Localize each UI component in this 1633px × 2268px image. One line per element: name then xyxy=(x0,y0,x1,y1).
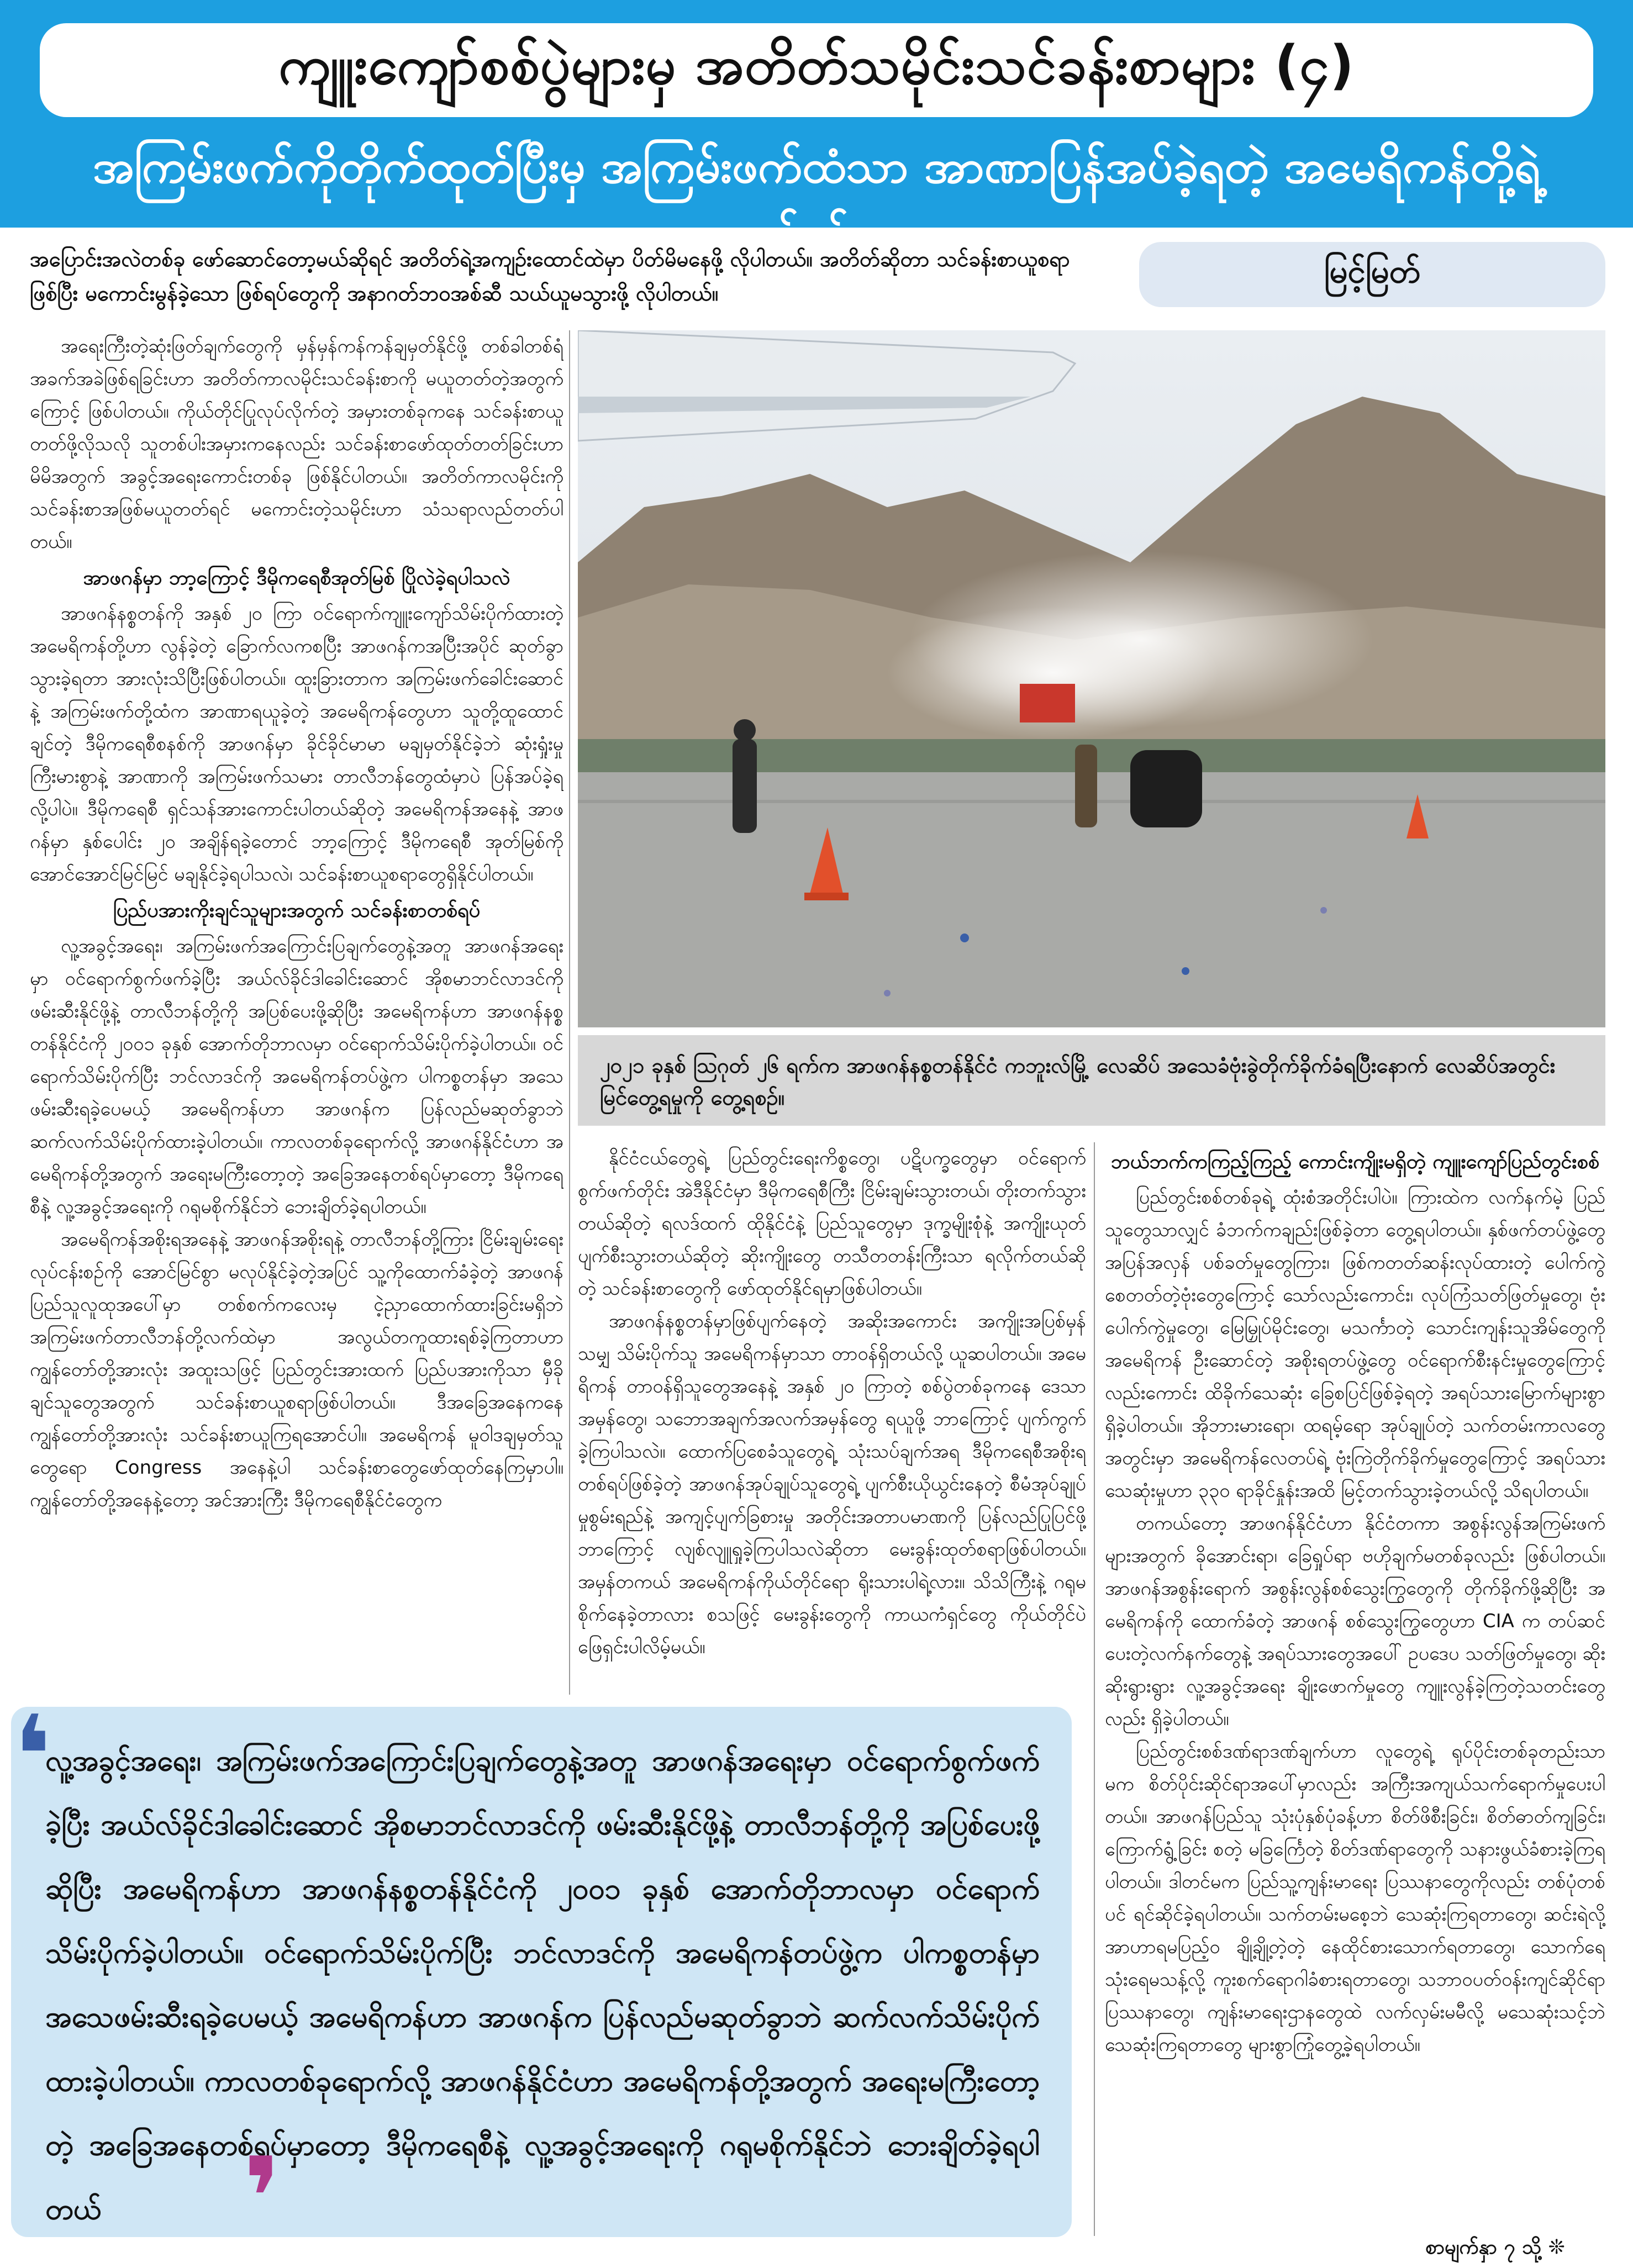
author-box xyxy=(1139,242,1605,307)
col1-heading-1: အာဖဂန်မှာ ဘာ့ကြောင့် ဒီမိုကရေစီအုတ်မြစ် ပြိုလဲခဲ့ရပါသလဲ xyxy=(83,567,510,589)
column-divider-2 xyxy=(1094,1142,1095,2236)
news-photo xyxy=(578,330,1605,1027)
continued-note: စာမျက်နှာ ၇ သို့ ❊ xyxy=(1425,2236,1565,2259)
col1-heading-2: ပြည်ပအားကိုးချင်သူများအတွက် သင်ခန်းစာတစ်ရပ် xyxy=(113,899,481,922)
open-quote-icon: ❛ xyxy=(13,1692,52,1821)
column-left xyxy=(30,330,563,1695)
airport-scene-illustration xyxy=(578,330,1605,1027)
col2-paragraph-2: အာဖဂန်နစ္စတန်မှာဖြစ်ပျက်နေတဲ့ အဆိုးအကောင်း အကျိုးအပြစ်မှန်သမျှ သိမ်းပိုက်သူ အမေရိကန်မှာသာ တာဝန်ရှိတယ်လို့ ယူဆပါတယ်။ အမေရိကန် တာဝန်ရှိသူတွေအနေနဲ့ အနှစ် ၂၀ ကြာတဲ့ စစ်ပွဲတစ်ခုကနေ ဒေသာအမှန်တွေ၊ သဘောအချက်အလက်အမှန်တွေ ရယူဖို့ ဘာကြောင့် ပျက်ကွက်ခဲ့ကြပါသလဲ။ ထောက်ပြစေခံသူတွေရဲ့ သုံးသပ်ချက်အရ ဒီမိုကရေစီအစိုးရတစ်ရပ်ဖြစ်ခဲ့တဲ့ အာဖဂန်အုပ်ချုပ်သူတွေရဲ့ ပျက်စီးယိုယွင်းနေတဲ့ စီမံအုပ်ချုပ်မှုစွမ်းရည်နဲ့ အကျင့်ပျက်ခြစားမှု အတိုင်းအတာပမာဏကို ပြန်လည်ပြုပြင်ဖို့ ဘာကြောင့် လျစ်လျူရှုခဲ့ကြပါသလဲဆိုတာ မေးခွန်းထုတ်စရာဖြစ်ပါတယ်။ အမှန်တကယ် အမေရိကန်ကိုယ်တိုင်ရော ရိုးသားပါရဲ့လား။ သိသိကြီးနဲ့ ဂရုမစိုက်နေခဲ့တာလား စသဖြင့် မေးခွန်းတွေကို ကာယကံရှင်တွေ ကိုယ်တိုင်ပဲ ဖြေရှင်းပါလိမ့်မယ်။ xyxy=(578,1310,1086,1658)
pull-quote xyxy=(11,1692,1072,2262)
col1-paragraph-2: အာဖဂန်နစ္စတန်ကို အနှစ် ၂၀ ကြာ ဝင်ရောက်ကျူးကျော်သိမ်းပိုက်ထားတဲ့ အမေရိကန်တို့ဟာ လွန်ခဲ့တဲ့ ခြောက်လကစပြီး အာဖဂန်ကအပြီးအပိုင် ဆုတ်ခွာသွားခဲ့ရတာ အားလုံးသိပြီးဖြစ်ပါတယ်။ ထူးခြားတာက အကြမ်းဖက်ခေါင်းဆောင်နဲ့ အကြမ်းဖက်တို့ထံက အာဏာရယူခဲ့တဲ့ အမေရိကန်တွေဟာ သူတို့ထူထောင်ချင်တဲ့ ဒီမိုကရေစီစနစ်ကို အာဖဂန်မှာ ခိုင်ခိုင်မာမာ မချမှတ်နိုင်ခဲ့ဘဲ ဆုံးရှုံးမှုကြီးမားစွာနဲ့ အာဏာကို အကြမ်းဖက်သမား တာလီဘန်တွေထံမှာပဲ ပြန်အပ်ခဲ့ရလို့ပါပဲ။ ဒီမိုကရေစီ ရှင်သန်အားကောင်းပါတယ်ဆိုတဲ့ အမေရိကန်အနေနဲ့ အာဖဂန်မှာ နှစ်ပေါင်း ၂၀ အချိန်ရခဲ့တောင် ဘာ့ကြောင့် ဒီမိုကရေစီ အုတ်မြစ်ကို အောင်အောင်မြင်မြင် မချနိုင်ခဲ့ရပါသလဲ၊ သင်ခန်းစာယူစရာတွေရှိနိုင်ပါတယ်။ xyxy=(30,603,563,885)
pull-quote-text: လူ့အခွင့်အရေး၊ အကြမ်းဖက်အကြောင်းပြချက်တွေနဲ့အတူ အာဖဂန်အရေးမှာ ဝင်ရောက်စွက်ဖက်ခဲ့ပြီး အယ်လ်ခိုင်ဒါခေါင်းဆောင် အိုစမာဘင်လာဒင်ကို ဖမ်းဆီးနိုင်ဖို့နဲ့ တာလီဘန်တို့ကို အပြစ်ပေးဖို့ဆိုပြီး အမေရိကန်ဟာ အာဖဂန်နစ္စတန်နိုင်ငံကို ၂၀၀၁ ခုနှစ် အောက်တိုဘာလမှာ ဝင်ရောက်သိမ်းပိုက်ခဲ့ပါတယ်။ ဝင်ရောက်သိမ်းပိုက်ပြီး ဘင်လာဒင်ကို အမေရိကန်တပ်ဖွဲ့က ပါကစ္စတန်မှာ အသေဖမ်းဆီးရခဲ့ပေမယ့် အမေရိကန်ဟာ အာဖဂန်က ပြန်လည်မဆုတ်ခွာဘဲ ဆက်လက်သိမ်းပိုက်ထားခဲ့ပါတယ်။ ကာလတစ်ခုရောက်လို့ အာဖဂန်နိုင်ငံဟာ အမေရိကန်တို့အတွက် အရေးမကြီးတော့တဲ့ အခြေအနေတစ်ရပ်မှာတော့ ဒီမိုကရေစီနဲ့ လူ့အခွင့်အရေးကို ဂရုမစိုက်နိုင်ဘဲ ဘေးချိတ်ခဲ့ရပါတယ် xyxy=(45,1744,1040,2226)
lead-paragraph: အပြောင်းအလဲတစ်ခု ဖော်ဆောင်တော့မယ်ဆိုရင် အတိတ်ရဲ့အကျဉ်းထောင်ထဲမှာ ပိတ်မိမနေဖို့ လိုပါတယ်။ အတိတ်ဆိုတာ သင်ခန်းစာယူစရာဖြစ်ပြီး မကောင်းမွန်ခဲ့သော ဖြစ်ရပ်တွေကို အနာဂတ်ဘဝအစ်ဆီ သယ်ယူမသွားဖို့ လိုပါတယ်။ xyxy=(30,247,1070,305)
col1-paragraph-3: လူ့အခွင့်အရေး၊ အကြမ်းဖက်အကြောင်းပြချက်တွေနဲ့အတူ အာဖဂန်အရေးမှာ ဝင်ရောက်စွက်ဖက်ခဲ့ပြီး အယ်လ်ခိုင်ဒါခေါင်းဆောင် အိုစမာဘင်လာဒင်ကို ဖမ်းဆီးနိုင်ဖို့နဲ့ တာလီဘန်တို့ကို အပြစ်ပေးဖို့ဆိုပြီး အမေရိကန်ဟာ အာဖဂန်နစ္စတန်နိုင်ငံကို ၂၀၀၁ ခုနှစ် အောက်တိုဘာလမှာ ဝင်ရောက်သိမ်းပိုက်ခဲ့ပါတယ်။ ဝင်ရောက်သိမ်းပိုက်ပြီး ဘင်လာဒင်ကို အမေရိကန်တပ်ဖွဲ့က ပါကစ္စတန်မှာ အသေဖမ်းဆီးရခဲ့ပေမယ့် အမေရိကန်ဟာ အာဖဂန်က ပြန်လည်မဆုတ်ခွာဘဲ ဆက်လက်သိမ်းပိုက်ထားခဲ့ပါတယ်။ ကာလတစ်ခုရောက်လို့ အာဖဂန်နိုင်ငံဟာ အမေရိကန်တို့အတွက် အရေးမကြီးတော့တဲ့ အခြေအနေတစ်ရပ်မှာတော့ ဒီမိုကရေစီနဲ့ လူ့အခွင့်အရေးကို ဂရုမစိုက်နိုင်ဘဲ ဘေးချိတ်ခဲ့ရပါတယ်။ xyxy=(30,935,563,1218)
page-title: ကျူးကျော်စစ်ပွဲများမှ အတိတ်သမိုင်းသင်ခန်းစာများ (၄) xyxy=(278,34,1355,96)
col3-paragraph-3: ပြည်တွင်းစစ်ဒဏ်ရာဒဏ်ချက်ဟာ လူတွေရဲ့ ရုပ်ပိုင်းတစ်ခုတည်းသာမက စိတ်ပိုင်းဆိုင်ရာအပေါ်မှာလည်း အကြီးအကျယ်သက်ရောက်မှုပေးပါတယ်။ အာဖဂန်ပြည်သူ သုံးပုံနှစ်ပုံခန့်ဟာ စိတ်ဖိစီးခြင်း၊ စိတ်ဓာတ်ကျခြင်း၊ ကြောက်ရွံ့ခြင်း စတဲ့ မခြင်္ကြေတဲ့ စိတ်ဒဏ်ရာတွေကို သနားဖွယ်ခံစားခဲ့ကြရပါတယ်။ ဒါတင်မက ပြည်သူ့ကျန်းမာရေး ပြဿနာတွေကိုလည်း တစ်ပုံတစ်ပင် ရင်ဆိုင်ခဲ့ရပါတယ်။ သက်တမ်းမစေ့ဘဲ သေဆုံးကြရတာတွေ၊ ဆင်းရဲလို့ အာဟာရမပြည့်ဝ ချို့ချို့တဲ့တဲ့ နေထိုင်စားသောက်ရတာတွေ၊ သောက်ရေသုံးရေမသန့်လို့ ကူးစက်ရောဂါခံစားရတာတွေ၊ သဘာဝပတ်ဝန်းကျင်ဆိုင်ရာပြဿနာတွေ၊ ကျန်းမာရေးဌာနတွေထဲ လက်လှမ်းမမီလို့ မသေဆုံးသင့်ဘဲ သေဆုံးကြရတာတွေ များစွာကြုံတွေ့ခဲ့ရပါတယ်။ xyxy=(1105,1740,1605,2056)
col1-paragraph-4: အမေရိကန်အစိုးရအနေနဲ့ အာဖဂန်အစိုးရနဲ့ တာလီဘန်တို့ကြား ငြိမ်းချမ်းရေးလုပ်ငန်းစဉ်ကို အောင်မြင်စွာ မလုပ်နိုင်ခဲ့တဲ့အပြင် သူ့ကိုထောက်ခံခဲ့တဲ့ အာဖဂန်ပြည်သူလူထုအပေါ်မှာ တစ်စက်ကလေးမှ ငဲ့ညှာထောက်ထားခြင်းမရှိဘဲ အကြမ်းဖက်တာလီဘန်တို့လက်ထဲမှာ အလွယ်တကူထားရစ်ခဲ့ကြတာဟာ ကျွန်တော်တို့အားလုံး အထူးသဖြင့် ပြည်တွင်းအားထက် ပြည်ပအားကိုသာ မှီခိုချင်သူတွေအတွက် သင်ခန်းစာယူစရာဖြစ်ပါတယ်။ ဒီအခြေအနေကနေ ကျွန်တော်တို့အားလုံး သင်ခန်းစာယူကြရအောင်ပါ။ အမေရိကန် မူဝါဒချမှတ်သူတွေရော Congress အနေနဲ့ပါ သင်ခန်းစာတွေဖော်ထုတ်နေကြမှာပါ။ ကျွန်တော်တို့အနေနဲ့တော့ အင်အားကြီး ဒီမိုကရေစီနိုင်ငံတွေက xyxy=(30,1228,563,1511)
col1-paragraph-1: အရေးကြီးတဲ့ဆုံးဖြတ်ချက်တွေကို မှန်မှန်ကန်ကန်ချမှတ်နိုင်ဖို့ တစ်ခါတစ်ရံ အခက်အခဲဖြစ်ရခြင်းဟာ အတိတ်ကာလမိုင်းသင်ခန်းစာကို မယူတတ်တဲ့အတွက်ကြောင့် ဖြစ်ပါတယ်။ ကိုယ်တိုင်ပြုလုပ်လိုက်တဲ့ အမှားတစ်ခုကနေ သင်ခန်းစာယူတတ်ဖို့လိုသလို သူတစ်ပါးအမှားကနေလည်း သင်ခန်းစာဖော်ထုတ်တတ်ခြင်းဟာ မိမိအတွက် အခွင့်အရေးကောင်းတစ်ခု ဖြစ်နိုင်ပါတယ်။ အတိတ်ကာလမိုင်းကို သင်ခန်းစာအဖြစ်မယူတတ်ရင် မကောင်းတဲ့သမိုင်းဟာ သံသရာလည်တတ်ပါတယ်။ xyxy=(30,335,563,553)
col2-paragraph-1: နိုင်ငံငယ်တွေရဲ့ ပြည်တွင်းရေးကိစ္စတွေ၊ ပဋိပက္ခတွေမှာ ဝင်ရောက်စွက်ဖက်တိုင်း အဲဒီနိုင်ငံမှာ ဒီမိုကရေစီကြီး ငြိမ်းချမ်းသွားတယ်၊ တိုးတက်သွားတယ်ဆိုတဲ့ ရလဒ်ထက် ထိုနိုင်ငံနဲ့ ပြည်သူတွေမှာ ဒုက္ခမျိုးစုံနဲ့ အကျိုးယုတ်ပျက်စီးသွားတယ်ဆိုတဲ့ ဆိုးကျိုးတွေ တသီတတန်းကြီးသာ ရလိုက်တယ်ဆိုတဲ့ သင်ခန်းစာတွေကို ဖော်ထုတ်နိုင်ရမှာဖြစ်ပါတယ်။ xyxy=(578,1147,1086,1300)
photo-caption: ၂၀၂၁ ခုနှစ် ဩဂုတ် ၂၆ ရက်က အာဖဂန်နစ္စတန်နိုင်ငံ ကဘူးလ်မြို့ လေဆိပ် အသေခံဗုံးခွဲတိုက်ခိုက်ခံရပြီးနောက် လေဆိပ်အတွင်း မြင်တွေ့ရမှုကို တွေ့ရစဉ်။ xyxy=(578,1035,1605,1126)
col3-paragraph-1: ပြည်တွင်းစစ်တစ်ခုရဲ့ ထုံးစံအတိုင်းပါပဲ။ ကြားထဲက လက်နက်မဲ့ ပြည်သူတွေသာလျှင် ခံဘက်ကချည်းဖြစ်ခဲ့တာ တွေ့ရပါတယ်။ နှစ်ဖက်တပ်ဖွဲ့တွေ အပြန်အလှန် ပစ်ခတ်မှုတွေကြား၊ ဖြစ်ကတတ်ဆန်းလုပ်ထားတဲ့ ပေါက်ကွဲစေတတ်တဲ့ဗုံးတွေကြောင့် သော်လည်းကောင်း၊ လုပ်ကြံသတ်ဖြတ်မှုတွေ၊ ဗုံးပေါက်ကွဲမှုတွေ၊ မြေမြှုပ်မိုင်းတွေ၊ မသင်္ကာတဲ့ သောင်းကျန်းသူအိမ်တွေကို အမေရိကန် ဦးဆောင်တဲ့ အစိုးရတပ်ဖွဲ့တွေ ဝင်ရောက်စီးနင်းမှုတွေကြောင့်လည်းကောင်း ထိခိုက်သေဆုံး ခြေစပြင်ဖြစ်ခဲ့ရတဲ့ အရပ်သားမြောက်များစွာ ရှိခဲ့ပါတယ်။ အိုဘားမားရော၊ ထရမ့်ရော အုပ်ချုပ်တဲ့ သက်တမ်းကာလတွေအတွင်းမှာ အမေရိကန်လေတပ်ရဲ့ ဗုံးကြဲတိုက်ခိုက်မှုတွေကြောင့် အရပ်သားသေဆုံးမှုဟာ ၃၃၀ ရာခိုင်နှုန်းအထိ မြင့်တက်သွားခဲ့တယ်လို့ သိရပါတယ်။ xyxy=(1105,1186,1605,1502)
author-name: မြင့်မြတ် xyxy=(1324,252,1421,290)
column-middle xyxy=(578,1142,1086,1695)
col3-heading-1: ဘယ်ဘက်ကကြည့်ကြည့် ကောင်းကျိုးမရှိတဲ့ ကျူးကျော်ပြည်တွင်းစစ် xyxy=(1111,1151,1599,1173)
col3-paragraph-2: တကယ်တော့ အာဖဂန်နိုင်ငံဟာ နိုင်ငံတကာ အစွန်းလွန်အကြမ်းဖက်များအတွက် ခိုအောင်းရာ၊ ခြေရှုပ်ရာ ဗဟိုချက်မတစ်ခုလည်း ဖြစ်ပါတယ်။ အာဖဂန်အစွန်းရောက် အစွန်းလွန်စစ်သွေးကြွတွေကို တိုက်ခိုက်ဖို့ဆိုပြီး အမေရိကန်ကို ထောက်ခံတဲ့ အာဖဂန် စစ်သွေးကြွတွေဟာ CIA က တပ်ဆင်ပေးတဲ့လက်နက်တွေနဲ့ အရပ်သားတွေအပေါ် ဥပဒေပ သတ်ဖြတ်မှုတွေ၊ ဆိုးဆိုးရွားရွား လူ့အခွင့်အရေး ချိုးဖောက်မှုတွေ ကျူးလွန်ခဲ့ကြတဲ့သတင်းတွေလည်း ရှိခဲ့ပါတယ်။ xyxy=(1105,1512,1605,1730)
page-subtitle: အကြမ်းဖက်ကိုတိုက်ထုတ်ပြီးမှ အကြမ်းဖက်ထံသာ အာဏာပြန်အပ်ခဲ့ရတဲ့ အမေရိကန်တို့ရဲ့ သင်ခန်းစာ xyxy=(92,141,1541,260)
title-box xyxy=(40,23,1593,117)
header-banner xyxy=(0,0,1633,260)
column-divider-1 xyxy=(569,330,570,1695)
close-quote-icon: ❜ xyxy=(243,2134,282,2262)
column-right xyxy=(1105,1142,1605,2225)
